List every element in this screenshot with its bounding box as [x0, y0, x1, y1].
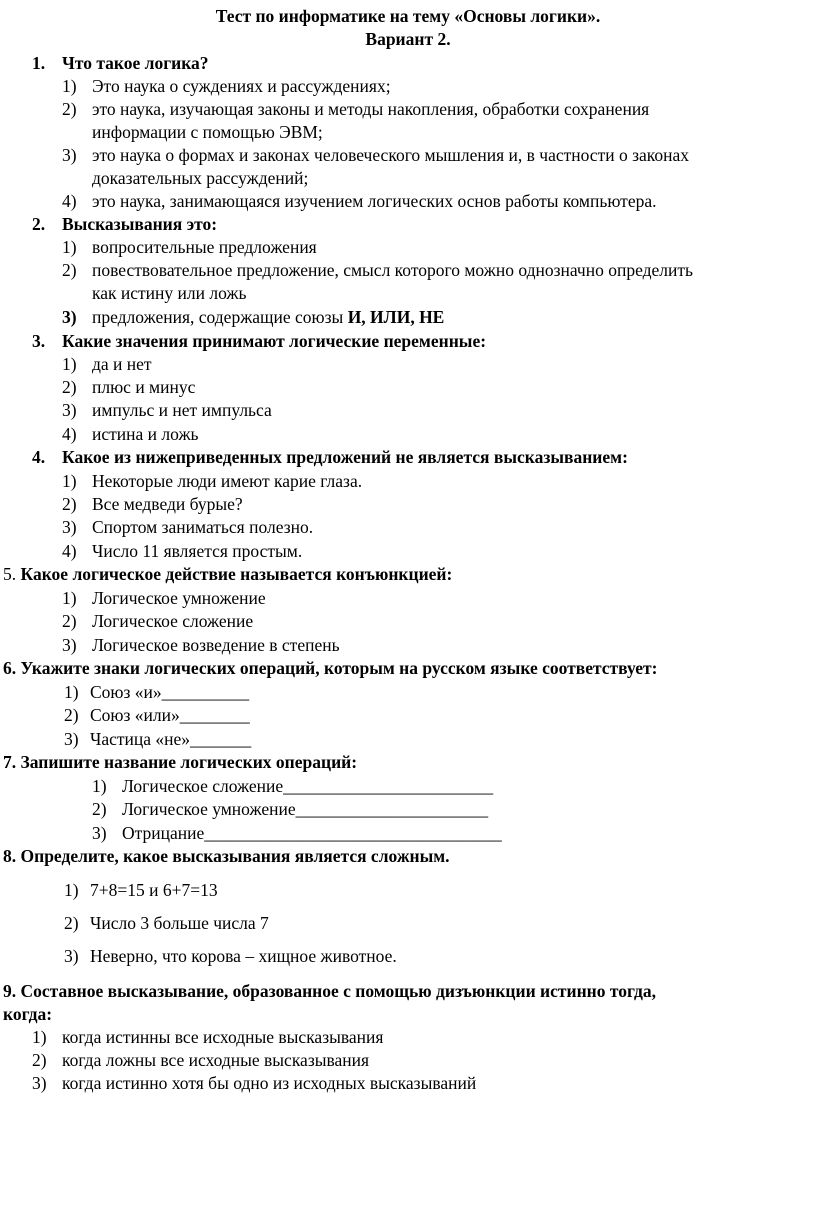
question-text: 9. Составное высказывание, образованное с помощью дизъюнкции истинно тогда,: [3, 981, 657, 1001]
option-number: 3): [62, 517, 77, 537]
option-text: плюс и минус: [92, 377, 196, 397]
option-text: вопросительные предложения: [92, 237, 317, 257]
option-text: Это наука о суждениях и рассуждениях;: [92, 76, 391, 96]
question-number: 4.: [32, 447, 46, 467]
option-text: Некоторые люди имеют карие глаза.: [92, 471, 363, 491]
option-text-continued: доказательных рассуждений;: [92, 168, 309, 188]
option-text: Спортом заниматься полезно.: [92, 517, 314, 537]
question-number: 2.: [32, 214, 46, 234]
option-number: 2): [62, 611, 77, 631]
option-text: Логическое возведение в степень: [92, 635, 340, 655]
option-number: 3): [64, 946, 79, 966]
option-text: Союз «и»__________: [90, 682, 250, 702]
question-text: 7. Запишите название логических операций:: [3, 752, 358, 772]
option-number: 4): [62, 191, 77, 211]
option-text: Число 3 больше числа 7: [90, 913, 269, 933]
option-number: 3): [62, 145, 77, 165]
option-text: Союз «или»________: [90, 705, 250, 725]
document-title: Тест по информатике на тему «Основы логики».: [215, 6, 601, 26]
option-text: Логическое умножение______________________: [122, 799, 489, 819]
option-text: когда истинны все исходные высказывания: [62, 1027, 384, 1047]
option-text: истина и ложь: [92, 424, 199, 444]
option-number: 4): [62, 541, 77, 561]
option-text: это наука о формах и законах человеческого мышления и, в частности о законах: [92, 145, 690, 165]
option-text: [92, 306, 444, 328]
option-number: 2): [64, 705, 79, 725]
option-text: когда ложны все исходные высказывания: [62, 1050, 370, 1070]
option-number: 3): [62, 307, 77, 327]
option-text-plain: предложения, содержащие союзы: [92, 307, 348, 327]
question-text: Какое из нижеприведенных предложений не является высказыванием:: [62, 447, 628, 467]
option-number: 1): [62, 237, 77, 257]
option-number: 3): [62, 635, 77, 655]
option-text: повествовательное предложение, смысл которого можно однозначно определить: [92, 260, 694, 280]
question-line: [3, 563, 452, 585]
option-number: 2): [64, 913, 79, 933]
question-text: Какие значения принимают логические переменные:: [62, 331, 487, 351]
option-number: 3): [62, 400, 77, 420]
option-number: 4): [62, 424, 77, 444]
option-number: 1): [64, 880, 79, 900]
option-number: 2): [62, 99, 77, 119]
option-number: 1): [62, 588, 77, 608]
option-text: Логическое умножение: [92, 588, 266, 608]
question-text: Что такое логика?: [62, 53, 209, 73]
variant-label: Вариант 2.: [365, 29, 451, 49]
option-text: Число 11 является простым.: [92, 541, 303, 561]
option-text: это наука, занимающаяся изучением логических основ работы компьютера.: [92, 191, 657, 211]
option-text: это наука, изучающая законы и методы накопления, обработки сохранения: [92, 99, 650, 119]
option-text-bold: И, ИЛИ, НЕ: [347, 307, 445, 327]
option-text: когда истинно хотя бы одно из исходных высказываний: [62, 1073, 477, 1093]
option-number: 1): [64, 682, 79, 702]
question-number: 1.: [32, 53, 46, 73]
option-text: Логическое сложение: [92, 611, 254, 631]
option-text: Отрицание__________________________________: [122, 823, 502, 843]
option-number: 2): [62, 494, 77, 514]
question-text-continued: когда:: [3, 1004, 53, 1024]
option-number: 3): [64, 729, 79, 749]
option-number: 2): [62, 377, 77, 397]
question-text: Высказывания это:: [62, 214, 218, 234]
option-number: 2): [62, 260, 77, 280]
question-number: 3.: [32, 331, 46, 351]
option-text: Неверно, что корова – хищное животное.: [90, 946, 397, 966]
option-number: 2): [92, 799, 107, 819]
option-number: 3): [32, 1073, 47, 1093]
option-number: 2): [32, 1050, 47, 1070]
option-text-continued: как истину или ложь: [92, 283, 247, 303]
question-text: Какое логическое действие называется конъюнкцией:: [20, 564, 453, 584]
option-text: 7+8=15 и 6+7=13: [90, 880, 218, 900]
option-text-continued: информации с помощью ЭВМ;: [92, 122, 323, 142]
option-number: 1): [62, 354, 77, 374]
option-number: 1): [62, 76, 77, 96]
question-text: 8. Определите, какое высказывания является сложным.: [3, 846, 450, 866]
option-text: Частица «не»_______: [90, 729, 252, 749]
question-number: 5.: [3, 564, 21, 584]
option-number: 1): [92, 776, 107, 796]
option-number: 1): [32, 1027, 47, 1047]
question-text: 6. Укажите знаки логических операций, которым на русском языке соответствует:: [3, 658, 658, 678]
option-text: импульс и нет импульса: [92, 400, 272, 420]
option-number: 1): [62, 471, 77, 491]
option-text: да и нет: [92, 354, 152, 374]
option-text: Все медведи бурые?: [92, 494, 243, 514]
option-text: Логическое сложение________________________: [122, 776, 494, 796]
option-number: 3): [92, 823, 107, 843]
